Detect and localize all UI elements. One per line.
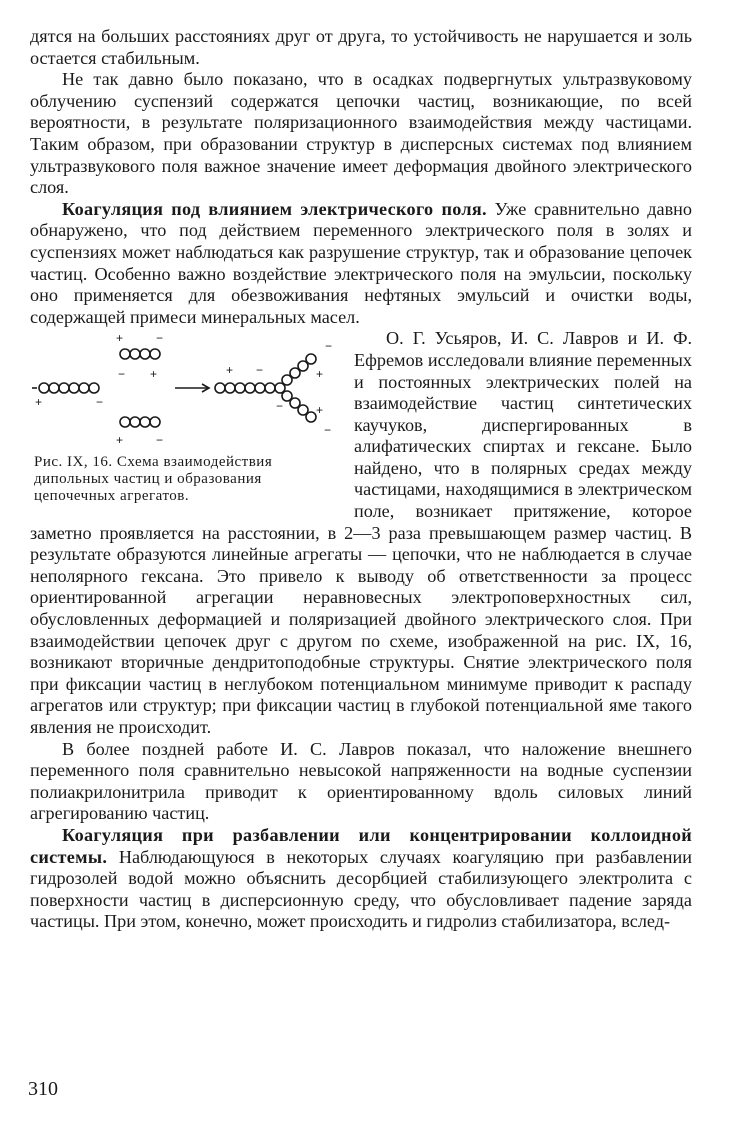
svg-text:+: + (316, 403, 324, 418)
paragraph-5: В более поздней работе И. С. Лавров показал, что наложение внешнего переменного поля сравнительно невысокой напряженности на водные суспензии полиакрилонитрила приводит к ориентированному вдоль силовых линий агрегированию частиц. (30, 738, 692, 824)
paragraph-1: дятся на больших расстояниях друг от друга, то устойчивость не нарушается и золь остается стабильным. (30, 26, 692, 68)
svg-text:+: + (316, 367, 324, 382)
section-heading-electric-field: Коагуляция под влиянием электрического поля. (62, 198, 487, 219)
svg-text:−: − (156, 433, 164, 448)
svg-text:+: + (35, 395, 43, 410)
paragraph-2: Не так давно было показано, что в осадках подвергнутых ультразвуковому облучению суспензий содержатся цепочки частиц, возникающие, по всей вероятности, в результате поляризационного взаимодействия между частицами. Таким образом, при образовании структур в дисперсных системах под влиянием ультразвукового поля важное значение имеет деформация двойного электрического слоя. (30, 69, 692, 198)
paragraph-4: О. Г. Усьяров, И. С. Лавров и И. Ф. Ефремов исследовали влияние переменных и постоянных электрических полей на взаимодействие частиц синтетических каучуков, диспергированных в алифатических спиртах и гексане. Было найдено, что в полярных средах между частицами, находящимися в электрическом поле, возникает притяжение, которое заметно проявляется на расстоянии, в 2—3 раза превышающем размер частиц. В результате образуются линейные агрегаты — цепочки, что не наблюдается в случае неполярного гексана. Это привело к выводу об ответственности за процесс ориентированной агрегации неравновесных электроповерхностных сил, обусловленных деформацией и поляризацией двойного электрического слоя. При взаимодействии цепочек друг с другом по схеме, изображенной на рис. IX, 16, возникают вторичные дендритоподобные структуры. Снятие электрического поля при фиксации частиц в неглубоком потенциальном минимуме приводит к распаду агрегатов или структур; при фиксации частиц в глубокой потенциальной яме такого явления не происходит. (30, 328, 692, 737)
figure-caption (30, 450, 340, 505)
figure-caption-number: Рис. IX, 16. (34, 454, 113, 471)
svg-text:+: + (226, 363, 234, 378)
paragraph-6-text: Наблюдающуюся в некоторых случаях коагуляцию при разбавлении гидрозолей водой можно объяснить десорбцией стабилизующего электролита с поверхности частиц в дисперсионную среду, что обусловливает падение заряда частицы. При этом, конечно, может происходить и гидролиз стабилизатора, вслед- (30, 846, 692, 932)
paragraph-6 (30, 825, 692, 933)
svg-text:+: + (150, 367, 158, 382)
section-heading-dilution: Коагуляция при разбавлении или концентрировании коллоидной системы. (30, 824, 692, 867)
svg-text:−: − (96, 395, 104, 410)
figure-ix-16 (30, 330, 340, 505)
dipole-chain-diagram (30, 330, 340, 450)
svg-text:−: − (156, 331, 164, 346)
svg-text:+: + (116, 433, 124, 448)
svg-text:+: + (116, 331, 124, 346)
paragraph-3-text: Уже сравнительно давно обнаружено, что под действием переменного электрического поля в золях и суспензиях может наблюдаться как разрушение структур, так и образование цепочек частиц. Особенно важно воздействие электрического поля на эмульсии, поскольку оно применяется для обезвоживания нефтяных эмульсий и очистки воды, содержащей примеси минеральных масел. (30, 198, 693, 327)
svg-text:−: − (118, 367, 126, 382)
page-text (30, 26, 692, 933)
paragraph-3 (30, 199, 692, 329)
svg-text:−: − (324, 423, 332, 438)
figure-caption-text: Схема взаимодействия дипольных частиц и образования цепочечных агрегатов. (34, 454, 273, 505)
svg-text:−: − (276, 399, 284, 414)
page-number: 310 (28, 1078, 58, 1100)
svg-text:−: − (256, 363, 264, 378)
svg-text:−: − (325, 339, 333, 354)
